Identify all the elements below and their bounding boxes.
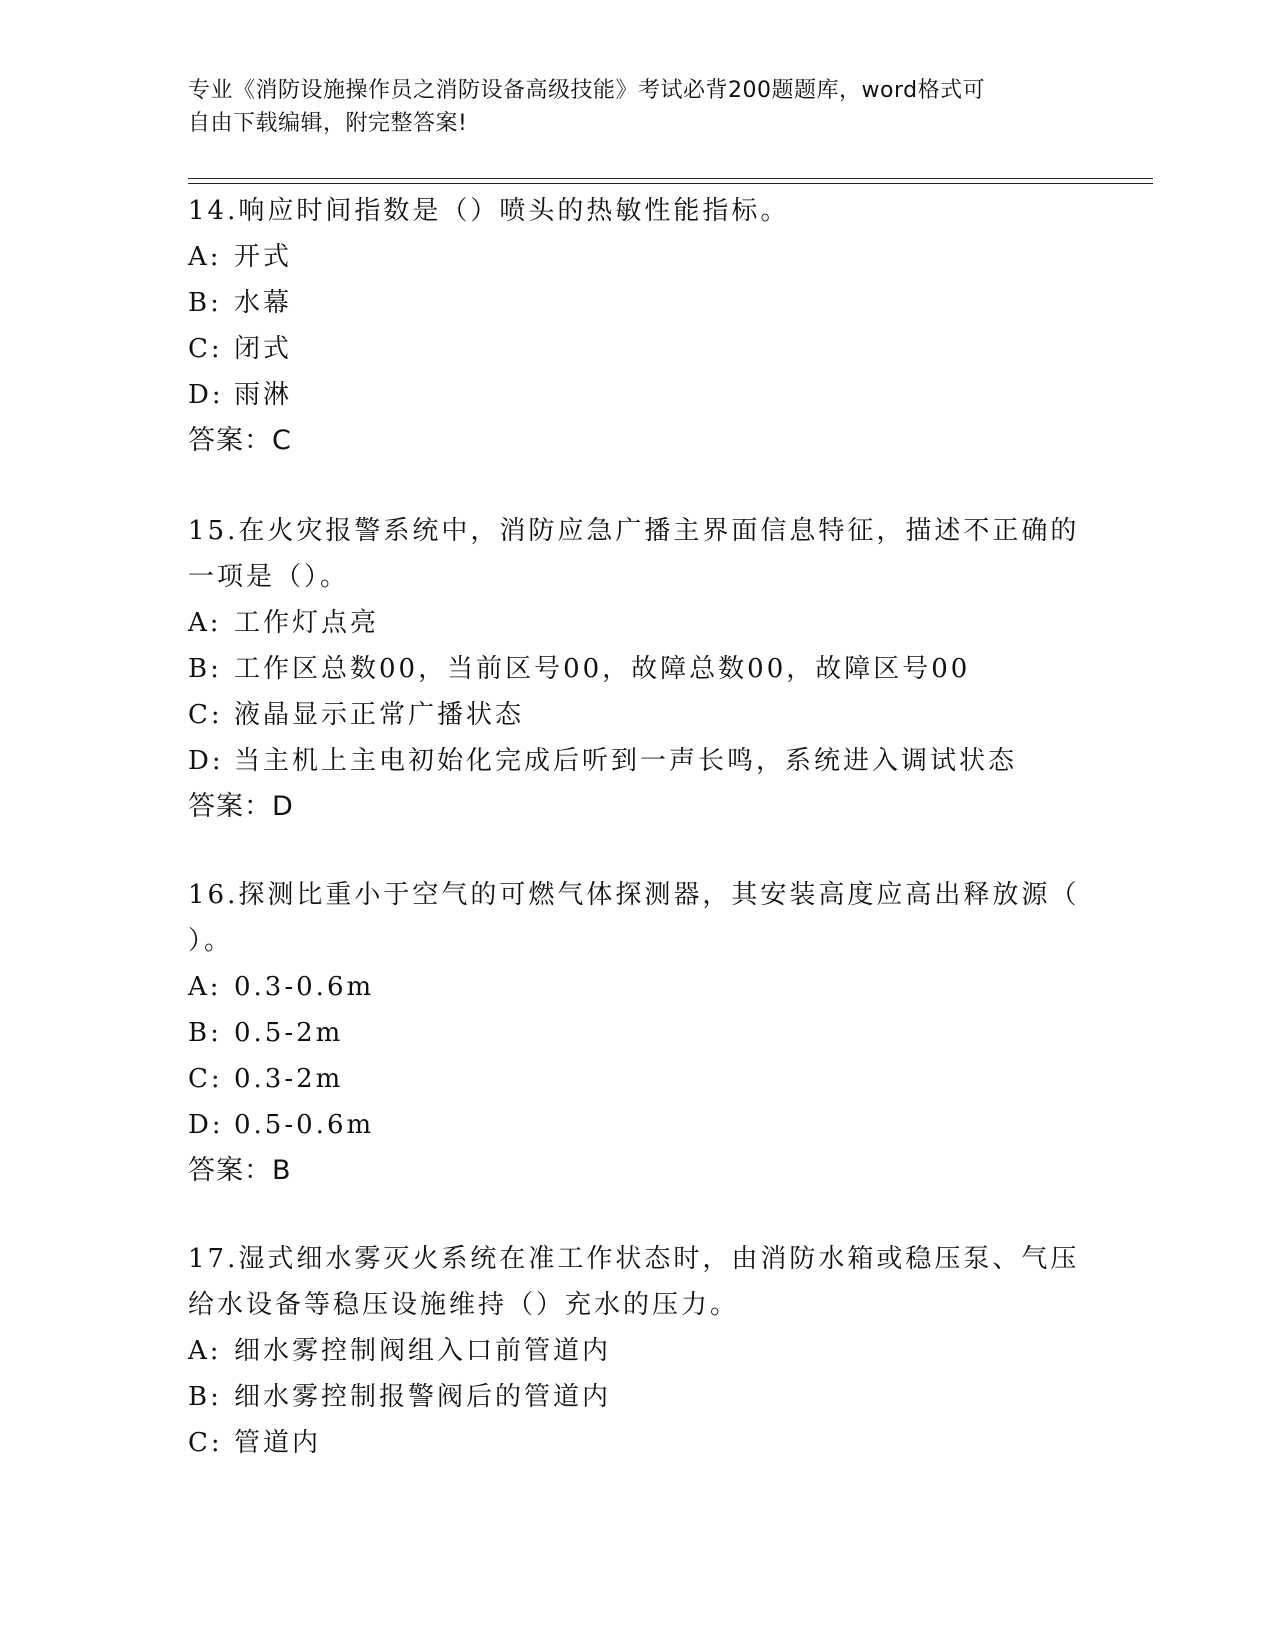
question-14 bbox=[188, 188, 1088, 464]
option-label: B: bbox=[188, 288, 222, 318]
option-b bbox=[188, 280, 1088, 326]
option-text: 0.3-2m bbox=[234, 1064, 344, 1094]
option-label: A: bbox=[188, 1336, 222, 1366]
option-label: C: bbox=[188, 1064, 223, 1094]
option-label: C: bbox=[188, 1428, 223, 1458]
option-label: D: bbox=[188, 380, 224, 410]
question-text: 17.湿式细水雾灭火系统在准工作状态时，由消防水箱或稳压泵、气压 bbox=[188, 1244, 1080, 1274]
option-a bbox=[188, 600, 1088, 646]
option-label: A: bbox=[188, 972, 222, 1002]
question-text: 15.在火灾报警系统中，消防应急广播主界面信息特征，描述不正确的 bbox=[188, 516, 1080, 546]
option-label: D: bbox=[188, 746, 224, 776]
option-label: A: bbox=[188, 608, 222, 638]
option-a bbox=[188, 1328, 1088, 1374]
header-divider-top bbox=[188, 178, 1153, 179]
option-label: B: bbox=[188, 1018, 222, 1048]
question-15 bbox=[188, 508, 1088, 830]
option-b bbox=[188, 1374, 1088, 1420]
option-text: 闭式 bbox=[234, 334, 293, 364]
question-16 bbox=[188, 872, 1088, 1194]
option-c bbox=[188, 326, 1088, 372]
option-a bbox=[188, 964, 1088, 1010]
question-text-continued: 一项是（）。 bbox=[188, 562, 350, 592]
option-text: 0.5-2m bbox=[234, 1018, 344, 1048]
option-label: A: bbox=[188, 242, 222, 272]
answer: 答案：D bbox=[188, 791, 294, 822]
question-text: 14.响应时间指数是（）喷头的热敏性能指标。 bbox=[188, 196, 790, 226]
option-label: C: bbox=[188, 334, 223, 364]
option-text: 雨淋 bbox=[234, 380, 293, 410]
header-line-2: 自由下载编辑，附完整答案! bbox=[188, 111, 468, 136]
option-d bbox=[188, 372, 1088, 418]
option-text: 细水雾控制阀组入口前管道内 bbox=[234, 1336, 612, 1366]
option-text: 管道内 bbox=[234, 1428, 322, 1458]
option-d bbox=[188, 1102, 1088, 1148]
option-c bbox=[188, 1420, 1088, 1466]
option-text: 工作区总数00，当前区号00，故障总数00，故障区号00 bbox=[234, 654, 971, 684]
option-label: B: bbox=[188, 654, 222, 684]
option-text: 水幕 bbox=[234, 288, 293, 318]
option-label: D: bbox=[188, 1110, 224, 1140]
header-divider-bottom bbox=[188, 183, 1153, 184]
option-label: C: bbox=[188, 700, 223, 730]
option-a bbox=[188, 234, 1088, 280]
answer: 答案：B bbox=[188, 1155, 292, 1186]
header-line-1: 专业《消防设施操作员之消防设备高级技能》考试必背200题题库，word格式可 bbox=[188, 78, 986, 103]
option-label: B: bbox=[188, 1382, 222, 1412]
option-b bbox=[188, 1010, 1088, 1056]
option-text: 液晶显示正常广播状态 bbox=[234, 700, 525, 730]
option-text: 开式 bbox=[234, 242, 293, 272]
option-text: 细水雾控制报警阀后的管道内 bbox=[234, 1382, 612, 1412]
question-17 bbox=[188, 1236, 1088, 1466]
option-text: 当主机上主电初始化完成后听到一声长鸣，系统进入调试状态 bbox=[234, 746, 1018, 776]
option-text: 0.5-0.6m bbox=[234, 1110, 375, 1140]
option-d bbox=[188, 738, 1088, 784]
document-header bbox=[188, 74, 1088, 140]
question-text: 16.探测比重小于空气的可燃气体探测器，其安装高度应高出释放源（ bbox=[188, 880, 1080, 910]
question-text-continued: ）。 bbox=[188, 926, 234, 956]
option-c bbox=[188, 692, 1088, 738]
option-b bbox=[188, 646, 1088, 692]
question-text-continued: 给水设备等稳压设施维持（）充水的压力。 bbox=[188, 1290, 740, 1320]
option-text: 工作灯点亮 bbox=[234, 608, 380, 638]
option-text: 0.3-0.6m bbox=[234, 972, 375, 1002]
option-c bbox=[188, 1056, 1088, 1102]
answer: 答案：C bbox=[188, 425, 292, 456]
